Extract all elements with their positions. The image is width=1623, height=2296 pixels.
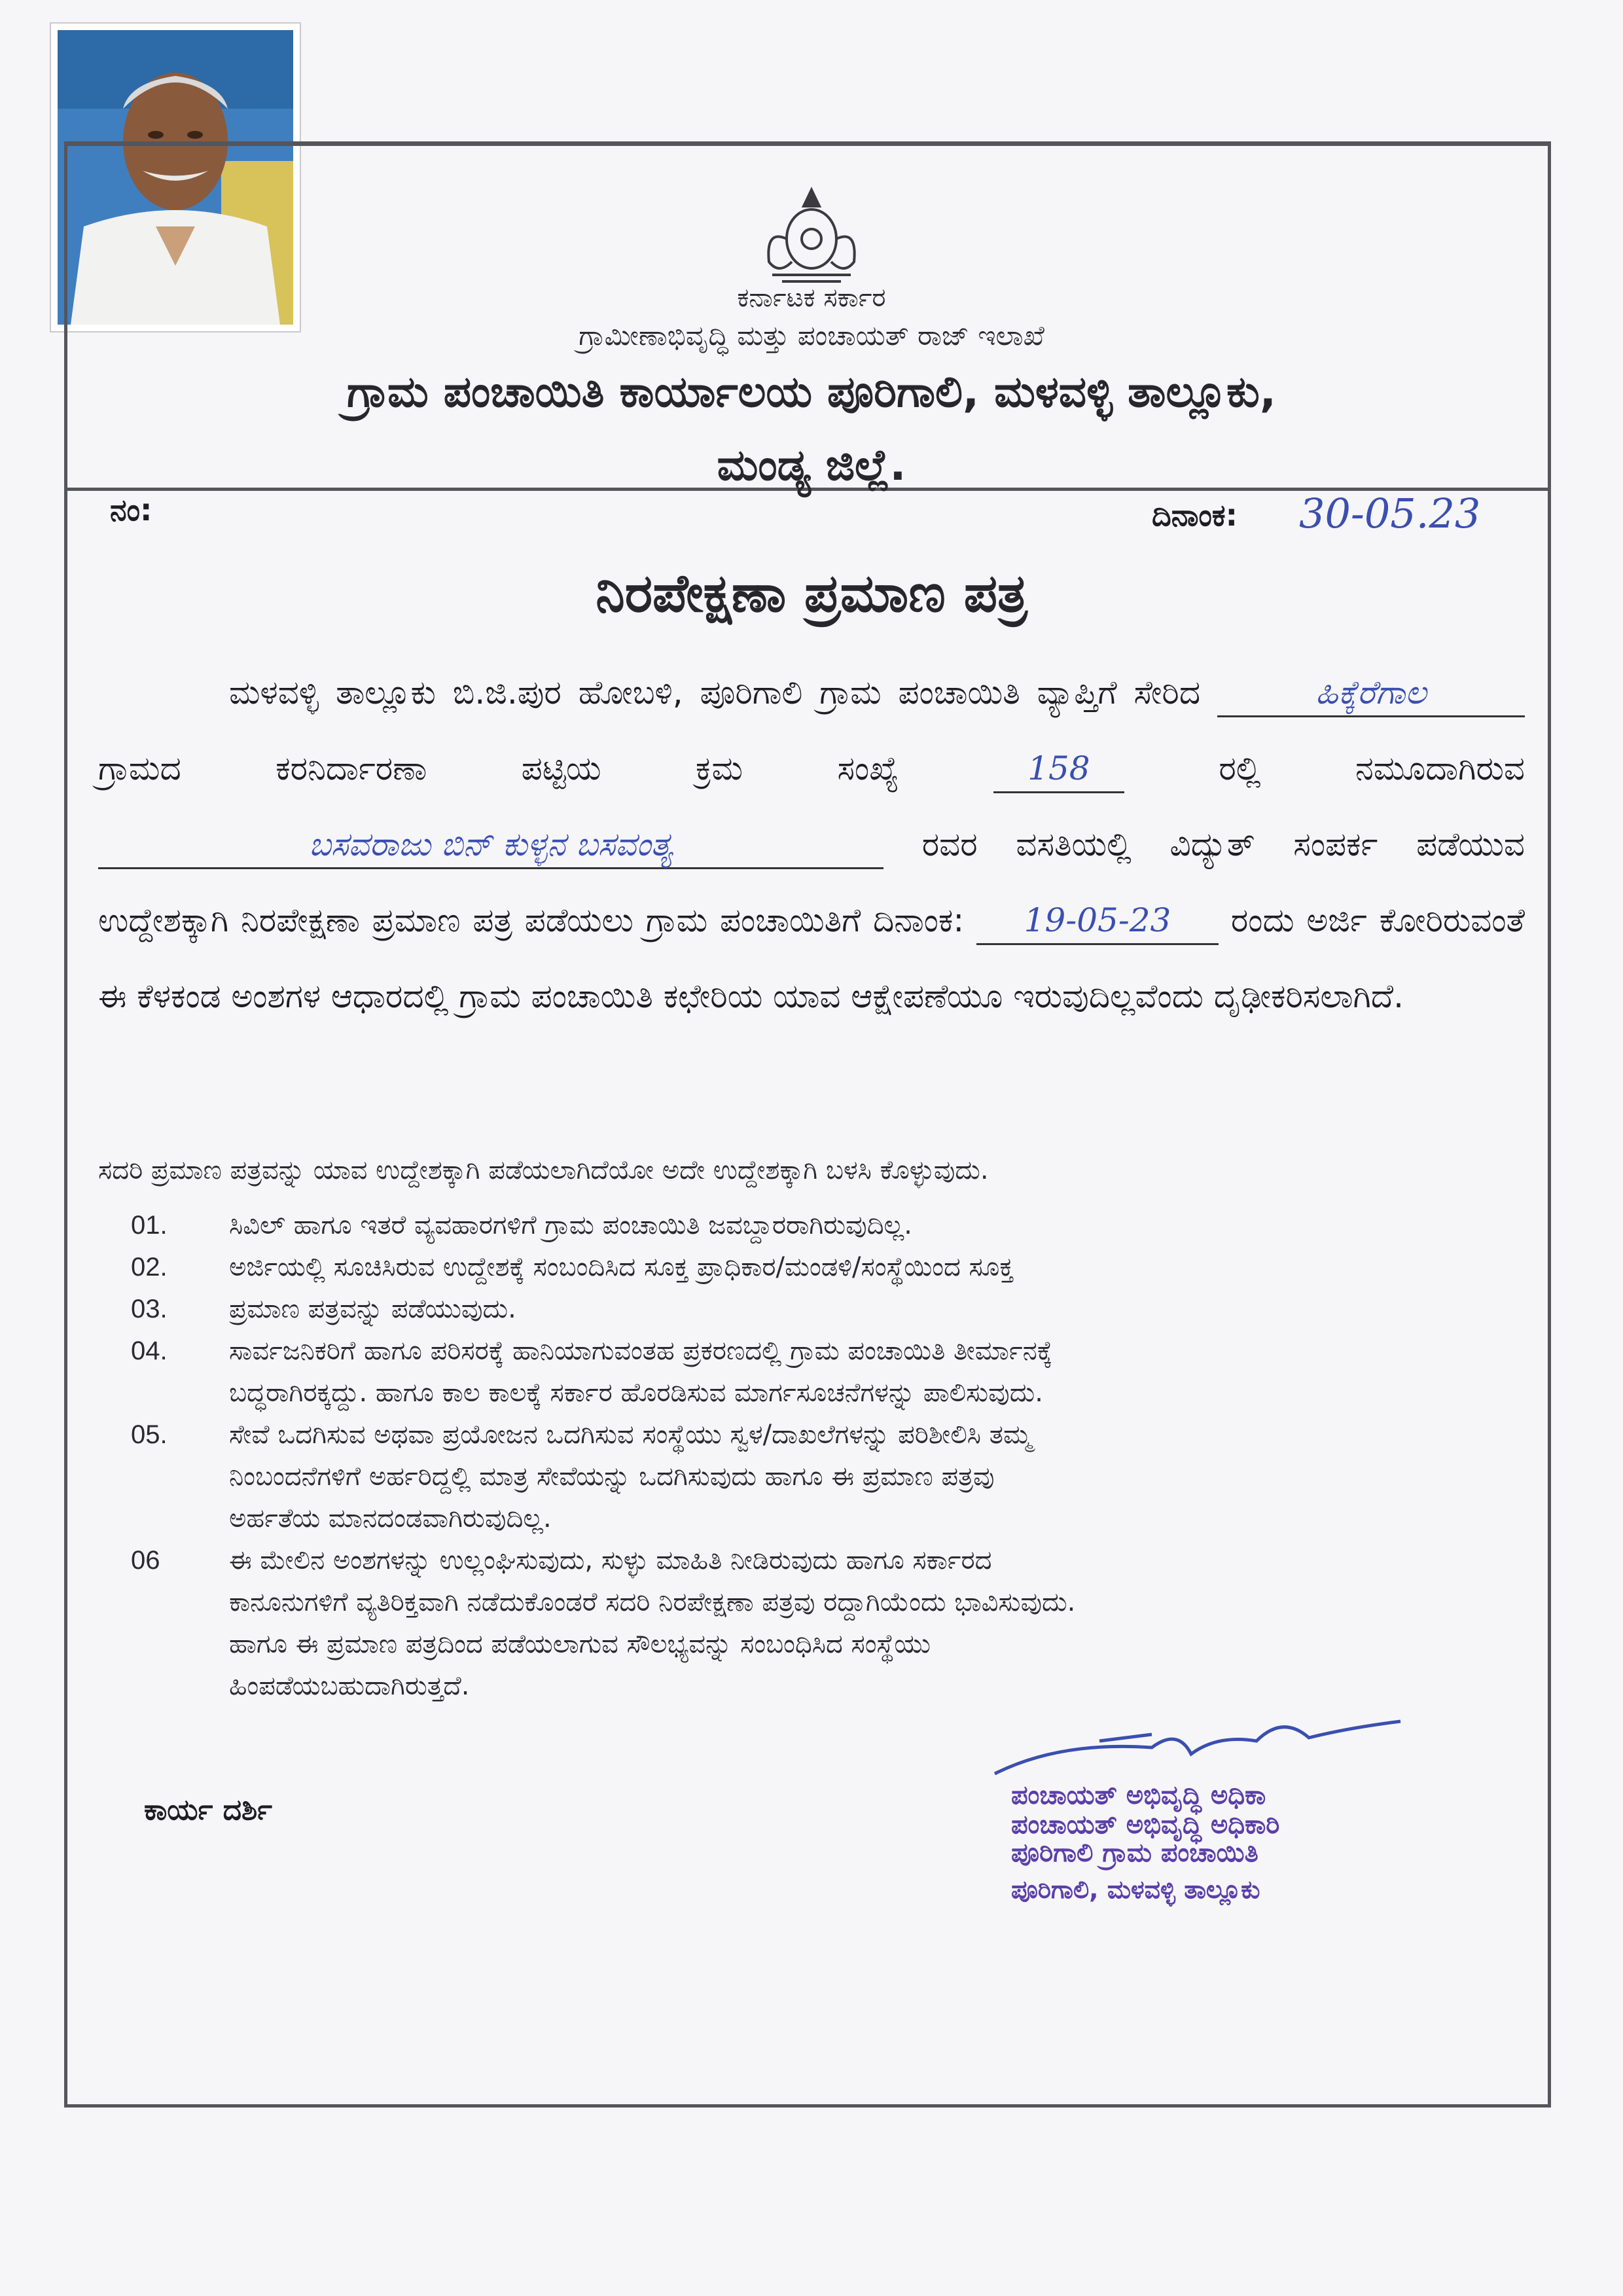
government-name: ಕರ್ನಾಟಕ ಸರ್ಕಾರ (737, 283, 886, 313)
condition-text: ಹಿಂಪಡೆಯಬಹುದಾಗಿರುತ್ತದೆ. (229, 1671, 470, 1701)
usage-note: ಸದರಿ ಪ್ರಮಾಣ ಪತ್ರವನ್ನು ಯಾವ ಉದ್ದೇಶಕ್ಕಾಗಿ ಪಡೆಯಲಾಗಿದೆಯೋ ಅದೇ ಉದ್ದೇಶಕ್ಕಾಗಿ ಬಳಸಿ ಕೊಳ್ಳುವುದು. (98, 1155, 989, 1185)
karnataka-emblem-icon (753, 177, 870, 288)
stamp-line: ಪೂರಿಗಾಲಿ ಗ್ರಾಮ ಪಂಚಾಯಿತಿ (1011, 1838, 1258, 1868)
body-text-part3: ರಲ್ಲಿ ನಮೂದಾಗಿರುವ (1219, 749, 1525, 787)
condition-text: ಕಾನೂನುಗಳಿಗೆ ವ್ಯತಿರಿಕ್ತವಾಗಿ ನಡೆದುಕೊಂಡರೆ ಸದರಿ ನಿರಪೇಕ್ಷಣಾ ಪತ್ರವು ರದ್ದಾಗಿಯೆಂದು ಭಾವಿಸುವುದು. (229, 1587, 1076, 1617)
condition-text: ಬದ್ಧರಾಗಿರಕ್ಕದ್ದು. ಹಾಗೂ ಕಾಲ ಕಾಲಕ್ಕೆ ಸರ್ಕಾರ ಹೊರಡಿಸುವ ಮಾರ್ಗಸೂಚನೆಗಳನ್ನು ಪಾಲಿಸುವುದು. (229, 1378, 1043, 1408)
condition-text: ಅರ್ಜಿಯಲ್ಲಿ ಸೂಚಿಸಿರುವ ಉದ್ದೇಶಕ್ಕೆ ಸಂಬಂದಿಸಿದ ಸೂಕ್ತ ಪ್ರಾಧಿಕಾರ/ಮಂಡಳಿ/ಸಂಸ್ಥೆಯಿಂದ ಸೂಕ್ತ (229, 1252, 1014, 1282)
application-date-field: 19-05-23 (976, 897, 1219, 945)
condition-number: 03. (131, 1295, 168, 1323)
condition-line (131, 1288, 516, 1330)
condition-text: ಸಾರ್ವಜನಿಕರಿಗೆ ಹಾಗೂ ಪರಿಸರಕ್ಕೆ ಹಾನಿಯಾಗುವಂತಹ ಪ್ರಕರಣದಲ್ಲಿ ಗ್ರಾಮ ಪಂಚಾಯಿತಿ ತೀರ್ಮಾನಕ್ಕೆ (229, 1336, 1053, 1366)
condition-number: 04. (131, 1336, 168, 1365)
stamp-line: ಪೂರಿಗಾಲಿ, ಮಳವಳ್ಳಿ ತಾಲ್ಲೂಕು (1011, 1875, 1260, 1904)
condition-number: 05. (131, 1420, 168, 1449)
certificate-body (98, 655, 1525, 1034)
condition-line (131, 1246, 1014, 1288)
condition-line (131, 1539, 992, 1581)
date-value: 30-05.23 (1299, 490, 1481, 537)
condition-line (131, 1665, 469, 1707)
condition-number: 06 (131, 1546, 160, 1575)
body-text-part2: ಗ್ರಾಮದ ಕರನಿರ್ದಾರಣಾ ಪಟ್ಟಿಯ ಕ್ರಮ ಸಂಖ್ಯೆ (98, 749, 899, 787)
condition-text: ಈ ಮೇಲಿನ ಅಂಶಗಳನ್ನು ಉಲ್ಲಂಘಿಸುವುದು, ಸುಳ್ಳು ಮಾಹಿತಿ ನೀಡಿರುವುದು ಹಾಗೂ ಸರ್ಕಾರದ (229, 1545, 992, 1575)
applicant-name-field: ಬಸವರಾಜು ಬಿನ್ ಕುಳ್ಳನ ಬಸವಂತ್ಯ (98, 821, 883, 869)
condition-text: ಪ್ರಮಾಣ ಪತ್ರವನ್ನು ಪಡೆಯುವುದು. (229, 1294, 516, 1324)
signature-icon (982, 1702, 1440, 1793)
condition-number: 01. (131, 1211, 168, 1240)
condition-text: ಸೇವೆ ಒದಗಿಸುವ ಅಥವಾ ಪ್ರಯೋಜನ ಒದಗಿಸುವ ಸಂಸ್ಥೆಯು ಸ್ವಳ/ದಾಖಲೆಗಳನ್ನು ಪರಿಶೀಲಿಸಿ ತಮ್ಮ (229, 1420, 1032, 1450)
body-text-part1: ಮಳವಳ್ಳಿ ತಾಲ್ಲೂಕು ಬಿ.ಜಿ.ಪುರ ಹೋಬಳಿ, ಪೂರಿಗಾಲಿ ಗ್ರಾಮ ಪಂಚಾಯಿತಿ ವ್ಯಾಪ್ತಿಗೆ ಸೇರಿದ (229, 673, 1201, 711)
condition-line (131, 1414, 1031, 1456)
date-label: ದಿನಾಂಕ: (1152, 497, 1238, 533)
document-border (64, 141, 1551, 2108)
condition-line (131, 1456, 995, 1498)
condition-text: ಸಿವಿಲ್ ಹಾಗೂ ಇತರೆ ವ್ಯವಹಾರಗಳಿಗೆ ಗ್ರಾಮ ಪಂಚಾಯಿತಿ ಜವಬ್ದಾರರಾಗಿರುವುದಿಲ್ಲ. (229, 1210, 912, 1240)
body-text-part4: ರವರ ವಸತಿಯಲ್ಲಿ ವಿದ್ಯುತ್ ಸಂಪರ್ಕ ಪಡೆಯುವ ಉದ್ದೇಶಕ್ಕಾಗಿ ನಿರಪೇಕ್ಷಣಾ ಪ್ರಮಾಣ ಪತ್ರ ಪಡೆಯಲು ಗ್ರಾಮ ಪಂಚಾಯಿತಿಗೆ ದಿನಾಂಕ: (98, 825, 1525, 939)
condition-line (131, 1498, 552, 1539)
stamp-line: ಪಂಚಾಯತ್ ಅಭಿವೃದ್ಧಿ ಅಧಿಕಾ (1011, 1780, 1266, 1810)
condition-line (131, 1330, 1052, 1372)
department-name: ಗ್ರಾಮೀಣಾಭಿವೃದ್ಧಿ ಮತ್ತು ಪಂಚಾಯತ್ ರಾಜ್ ಇಲಾಖೆ (579, 319, 1044, 351)
condition-text: ಅರ್ಹತೆಯ ಮಾನದಂಡವಾಗಿರುವುದಿಲ್ಲ. (229, 1503, 552, 1534)
stamp-line: ಪಂಚಾಯತ್ ಅಭಿವೃದ್ಧಿ ಅಧಿಕಾರಿ (1011, 1810, 1280, 1840)
condition-text: ನಿಂಬಂದನೆಗಳಿಗೆ ಅರ್ಹರಿದ್ದಲ್ಲಿ ಮಾತ್ರ ಸೇವೆಯನ್ನು ಒದಗಿಸುವುದು ಹಾಗೂ ಈ ಪ್ರಮಾಣ ಪತ್ರವು (229, 1462, 995, 1492)
condition-line (131, 1581, 1075, 1623)
condition-text: ಹಾಗೂ ಈ ಪ್ರಮಾಣ ಪತ್ರದಿಂದ ಪಡೆಯಲಾಗುವ ಸೌಲಭ್ಯವನ್ನು ಸಂಬಂಧಿಸಿದ ಸಂಸ್ಥೆಯು (229, 1629, 931, 1659)
condition-line (131, 1204, 912, 1246)
village-name-field: ಹಿಕ್ಕೆರೆಗಾಲ (1217, 670, 1525, 717)
condition-number: 02. (131, 1253, 168, 1282)
secretary-label: ಕಾರ್ಯ ದರ್ಶಿ (144, 1793, 272, 1827)
certificate-title: ನಿರಪೇಕ್ಷಣಾ ಪ್ರಮಾಣ ಪತ್ರ (596, 563, 1027, 624)
condition-line (131, 1623, 931, 1665)
condition-line (131, 1372, 1043, 1414)
office-name-line2: ಮಂಡ್ಯ ಜಿಲ್ಲೆ. (717, 440, 906, 490)
reference-number-label: ನಂ: (110, 492, 152, 528)
serial-number-field: 158 (993, 745, 1124, 793)
office-name-line1: ಗ್ರಾಮ ಪಂಚಾಯಿತಿ ಕಾರ್ಯಾಲಯ ಪೂರಿಗಾಲಿ, ಮಳವಳ್ಳಿ ತಾಲ್ಲೂಕು, (347, 367, 1276, 417)
body-text-part5: ರಂದು ಅರ್ಜಿ ಕೋರಿರುವಂತೆ ಈ ಕೆಳಕಂಡ ಅಂಶಗಳ ಆಧಾರದಲ್ಲಿ ಗ್ರಾಮ ಪಂಚಾಯಿತಿ ಕಛೇರಿಯ ಯಾವ ಆಕ್ಷೇಪಣೆಯೂ ಇರುವುದಿಲ್ಲವೆಂದು ದೃಢೀಕರಿಸಲಾಗಿದೆ. (98, 901, 1525, 1015)
